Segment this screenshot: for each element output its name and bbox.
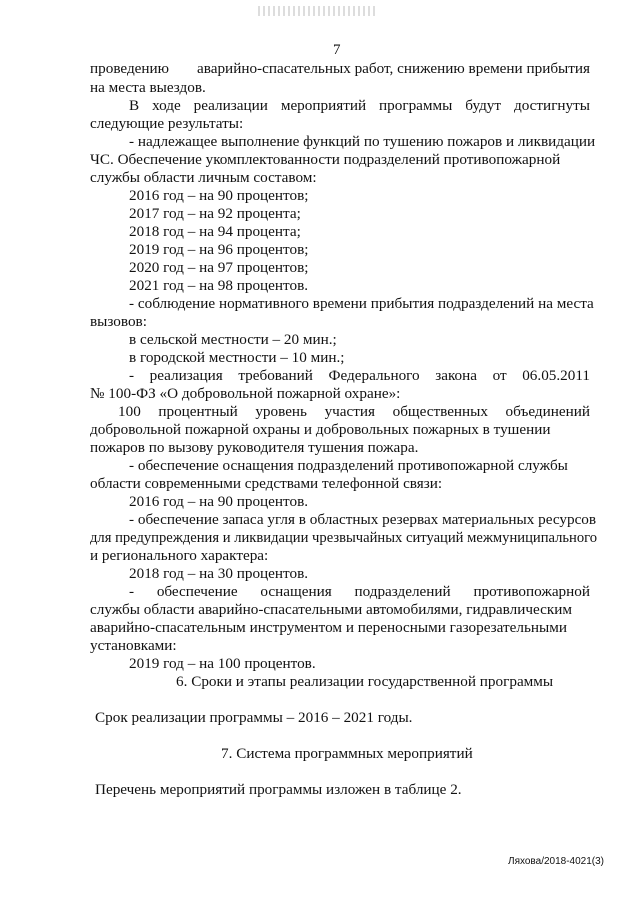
text-line-21: добровольной пожарной охраны и добровольных пожарных в тушении — [90, 421, 551, 438]
text-line-26: - обеспечение запаса угля в областных резервах материальных ресурсов — [129, 511, 597, 528]
text-line-14: - соблюдение нормативного времени прибытия подразделений на места — [129, 295, 594, 312]
measures-reference: Перечень мероприятий программы изложен в таблице 2. — [95, 781, 462, 798]
footer-code: Ляхова/2018-4021(3) — [508, 856, 605, 867]
text-line-24: области современными средствами телефонной связи: — [90, 475, 443, 492]
text-line-4: следующие результаты: — [90, 115, 244, 132]
rural-time: в сельской местности – 20 мин.; — [129, 331, 337, 348]
result-coal-2018: 2018 год – на 30 процентов. — [129, 565, 309, 582]
text-line-31: службы области аварийно-спасательными автомобилями, гидравлическим — [90, 601, 572, 618]
text-line-2: на места выездов. — [90, 79, 206, 96]
text-line-22: пожаров по вызову руководителя тушения пожара. — [90, 439, 419, 456]
text-line-19: № 100-ФЗ «О добровольной пожарной охране»: — [90, 385, 401, 402]
text-line-18: - реализация требований Федерального закона от 06.05.2011 — [129, 367, 590, 384]
result-2018: 2018 год – на 94 процента; — [129, 223, 301, 240]
page-number: 7 — [333, 42, 341, 58]
text-line-5: - надлежащее выполнение функций по тушению пожаров и ликвидации — [129, 133, 596, 150]
text-line-20: 100 процентный уровень участия общественных объединений — [118, 403, 590, 420]
section-6-heading: 6. Сроки и этапы реализации государственной программы — [176, 673, 554, 690]
result-equip-2019: 2019 год – на 100 процентов. — [129, 655, 316, 672]
result-2020: 2020 год – на 97 процентов; — [129, 259, 309, 276]
result-2019: 2019 год – на 96 процентов; — [129, 241, 309, 258]
result-2016: 2016 год – на 90 процентов; — [129, 187, 309, 204]
text-line-32: аварийно-спасательным инструментом и переносными газорезательными — [90, 619, 567, 636]
text-line-6: ЧС. Обеспечение укомплектованности подразделений противопожарной — [90, 151, 561, 168]
text-line-3: В ходе реализации мероприятий программы будут достигнуты — [129, 97, 590, 114]
text-line-23: - обеспечение оснащения подразделений противопожарной службы — [129, 457, 568, 474]
text-line-27: для предупреждения и ликвидации чрезвычайных ситуаций межмуниципального — [90, 530, 598, 546]
program-period: Срок реализации программы – 2016 – 2021 годы. — [95, 709, 413, 726]
text-line-28: и регионального характера: — [90, 547, 269, 564]
text-line-7: службы области личным составом: — [90, 169, 317, 186]
scan-smudge — [258, 6, 378, 16]
result-2021: 2021 год – на 98 процентов. — [129, 277, 309, 294]
text-line-15: вызовов: — [90, 313, 147, 330]
text-line-30: - обеспечение оснащения подразделений противопожарной — [129, 583, 590, 600]
urban-time: в городской местности – 10 мин.; — [129, 349, 345, 366]
text-line-1: проведению аварийно-спасательных работ, снижению времени прибытия — [90, 60, 590, 77]
result-phone-2016: 2016 год – на 90 процентов. — [129, 493, 309, 510]
section-7-heading: 7. Система программных мероприятий — [221, 745, 473, 762]
text-line-33: установками: — [90, 637, 177, 654]
result-2017: 2017 год – на 92 процента; — [129, 205, 301, 222]
